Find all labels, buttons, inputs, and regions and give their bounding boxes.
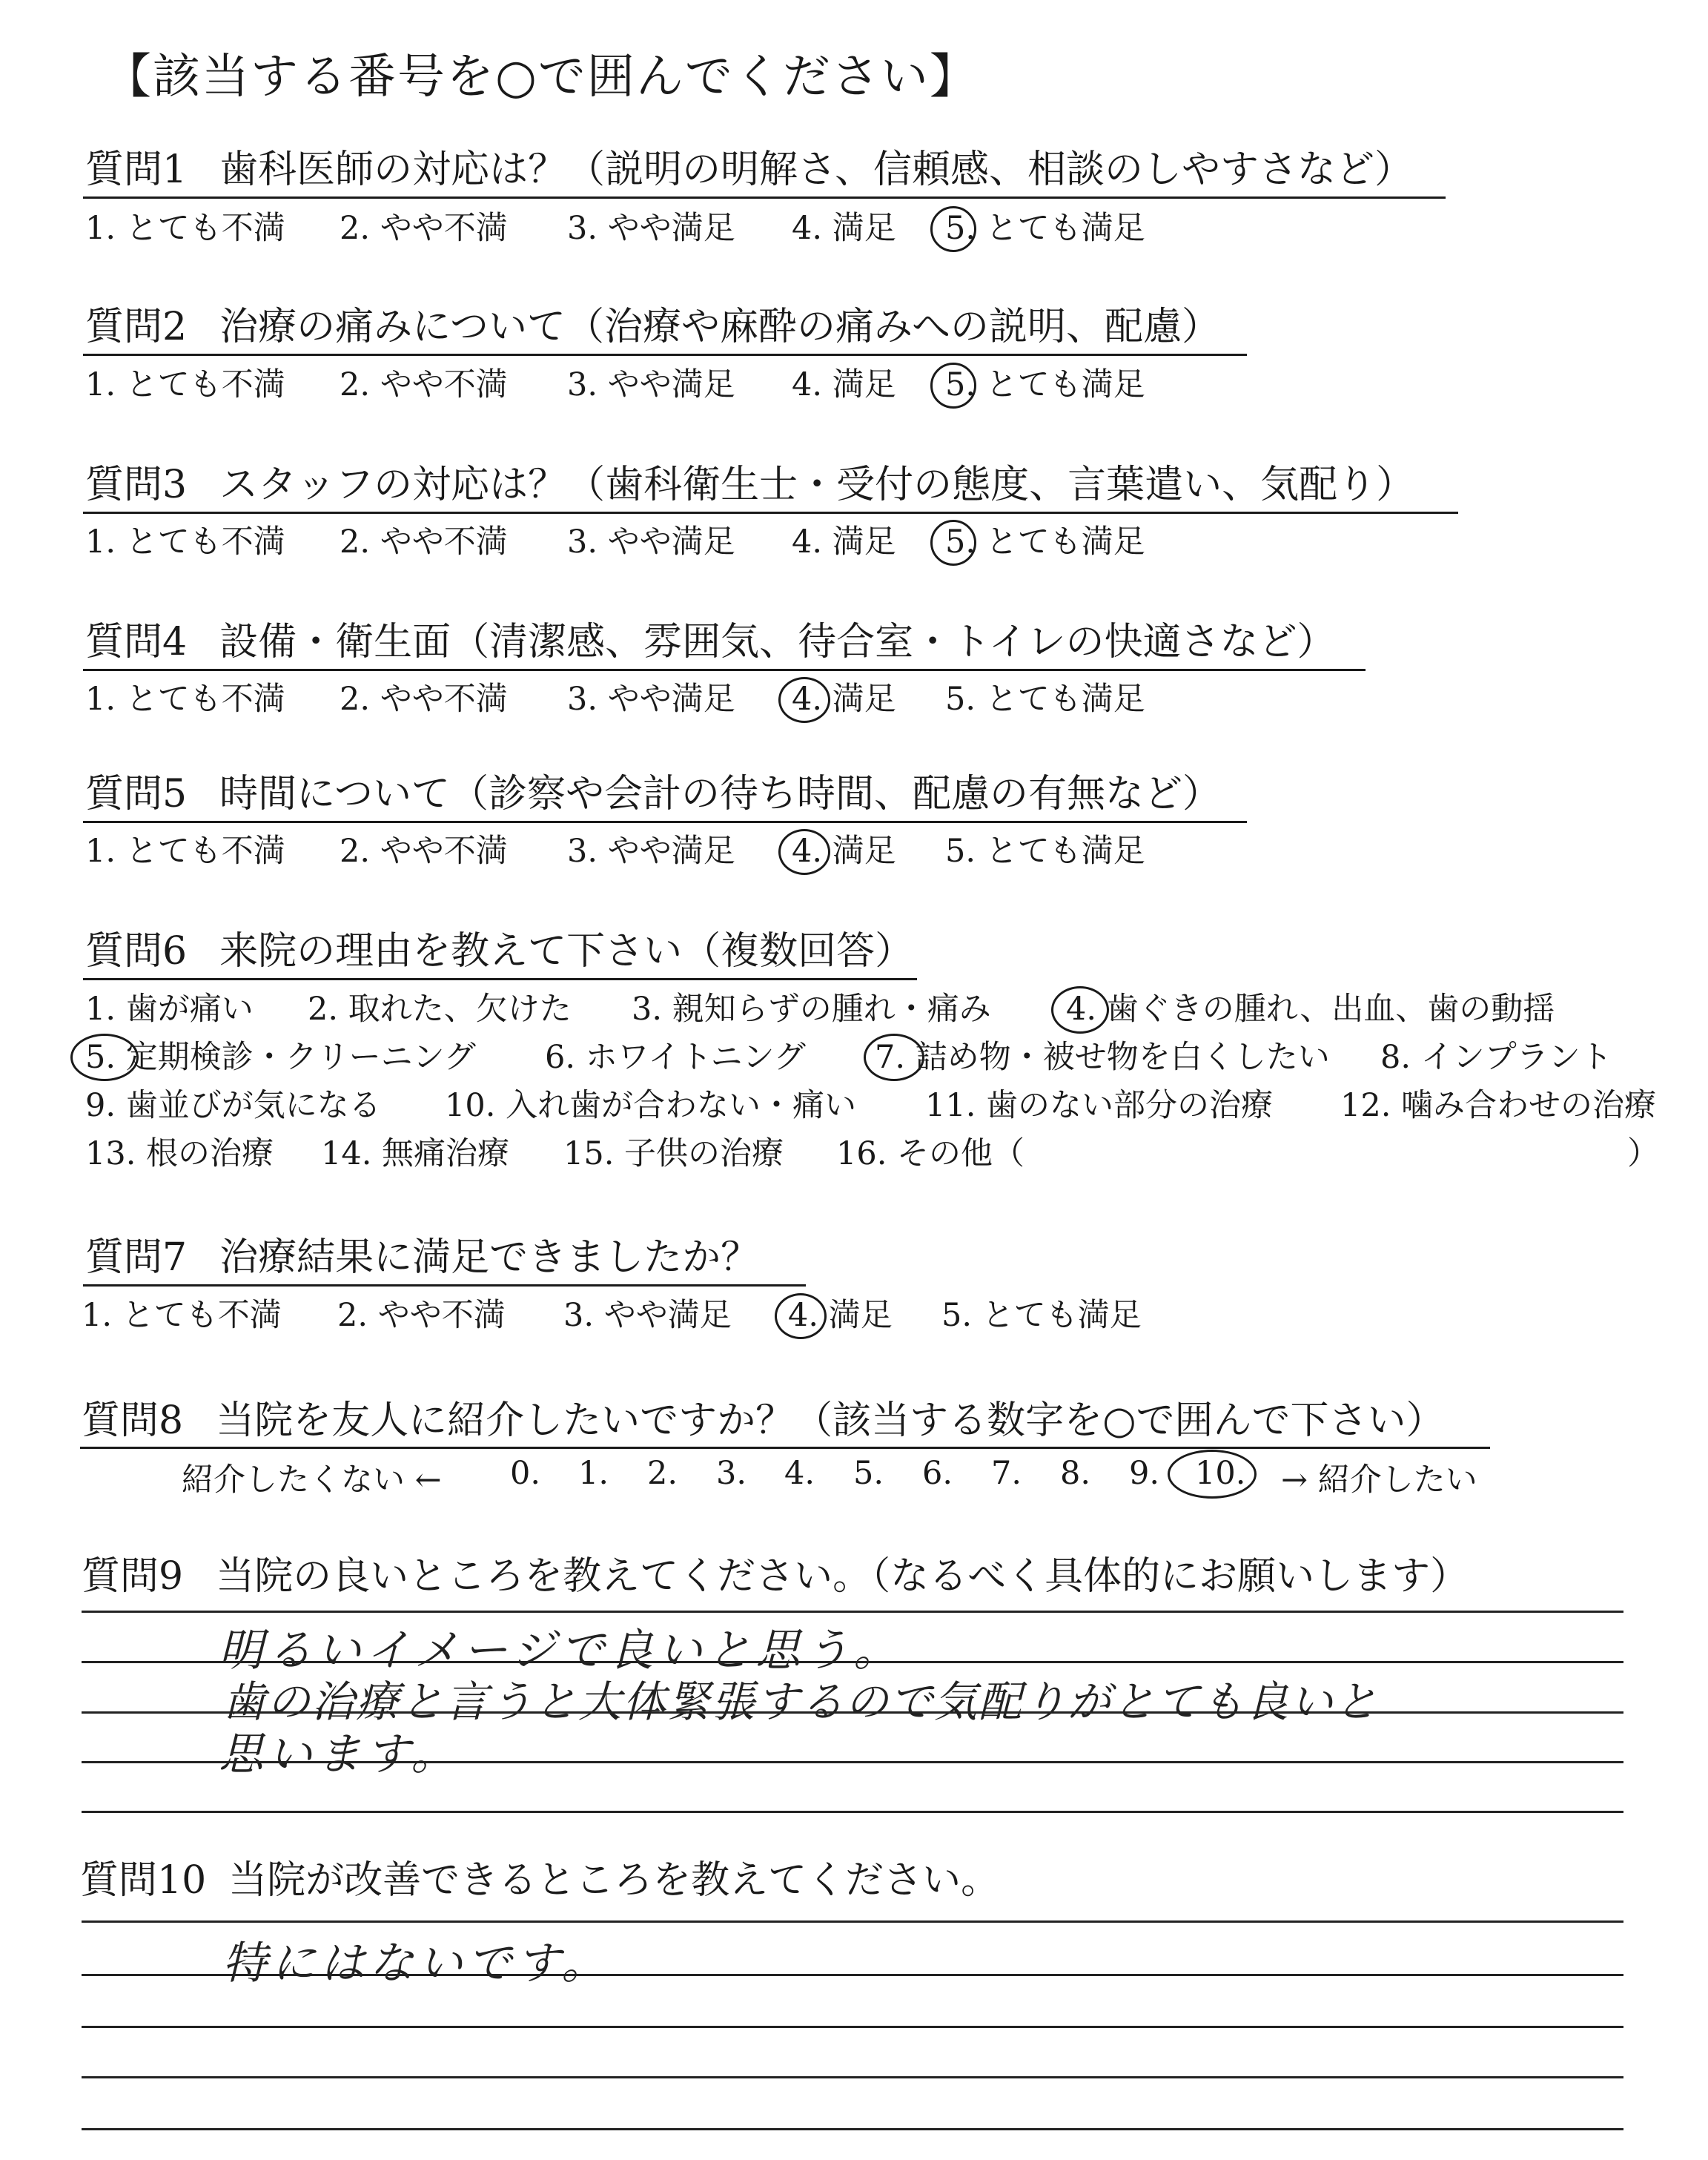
question-2-number: 質問2 xyxy=(85,305,188,349)
q3-option-4[interactable]: 4. 満足 xyxy=(792,524,896,561)
question-5 xyxy=(85,771,1221,817)
question-10-text: 当院が改善できるところを教えてください。 xyxy=(228,1858,1000,1903)
q1-option-5[interactable]: 5. とても満足 xyxy=(945,210,1145,247)
q8-selection-circle xyxy=(1168,1450,1257,1499)
q6-selection-circle-5 xyxy=(70,1034,139,1081)
q8-scale-9[interactable]: 9. xyxy=(1129,1455,1160,1492)
q5-selection-circle xyxy=(778,829,830,875)
question-1-underline xyxy=(83,196,1446,199)
question-7-underline xyxy=(83,1284,806,1287)
q3-selection-circle xyxy=(930,520,976,566)
question-8-text: 当院を友人に紹介したいですか？（該当する数字を○で囲んで下さい） xyxy=(216,1398,1445,1443)
q8-scale-3[interactable]: 3. xyxy=(716,1455,747,1492)
q8-scale-10[interactable]: 10. xyxy=(1195,1455,1246,1492)
question-2-text: 治療の痛みについて（治療や麻酔の痛みへの説明、配慮） xyxy=(219,305,1221,349)
q6-option-6[interactable]: 6. ホワイトニング xyxy=(545,1039,806,1076)
q6-selection-circle-7 xyxy=(864,1034,924,1081)
q5-option-5[interactable]: 5. とても満足 xyxy=(945,833,1145,870)
q1-option-3[interactable]: 3. やや満足 xyxy=(567,210,735,247)
q6-option-16[interactable]: 16. その他（ xyxy=(836,1135,1025,1172)
question-3-underline xyxy=(83,512,1458,514)
q6-option-8[interactable]: 8. インプラント xyxy=(1380,1039,1612,1076)
q6-option-4[interactable]: 4. 歯ぐきの腫れ、出血、歯の動揺 xyxy=(1066,991,1555,1028)
q1-selection-circle xyxy=(930,206,976,252)
q6-option-1[interactable]: 1. 歯が痛い xyxy=(85,991,254,1028)
q6-option-5[interactable]: 5. 定期検診・クリーニング xyxy=(85,1039,476,1076)
q1-option-1[interactable]: 1. とても不満 xyxy=(85,210,285,247)
q5-option-3[interactable]: 3. やや満足 xyxy=(567,833,735,870)
question-4-number: 質問4 xyxy=(85,620,188,664)
q10-line-3 xyxy=(82,2026,1623,2028)
q7-selection-circle xyxy=(775,1293,827,1339)
q6-option-10[interactable]: 10. 入れ歯が合わない・痛い xyxy=(445,1087,857,1124)
q7-option-4[interactable]: 4. 満足 xyxy=(788,1297,893,1334)
question-9-number: 質問9 xyxy=(82,1554,184,1599)
q4-option-4[interactable]: 4. 満足 xyxy=(792,681,896,718)
q6-option-3[interactable]: 3. 親知らずの腫れ・痛み xyxy=(632,991,991,1028)
q8-scale-2[interactable]: 2. xyxy=(647,1455,678,1492)
q6-option-15[interactable]: 15. 子供の治療 xyxy=(563,1135,784,1172)
question-5-underline xyxy=(83,821,1247,823)
q7-option-2[interactable]: 2. やや不満 xyxy=(337,1297,506,1334)
q8-scale-7[interactable]: 7. xyxy=(991,1455,1022,1492)
q9-line-5 xyxy=(82,1811,1623,1813)
q4-option-5[interactable]: 5. とても満足 xyxy=(945,681,1145,718)
q6-selection-circle-4 xyxy=(1051,986,1109,1034)
question-6-underline xyxy=(83,978,917,980)
q8-scale-8[interactable]: 8. xyxy=(1060,1455,1091,1492)
question-1-text: 歯科医師の対応は？（説明の明解さ、信頼感、相談のしやすさなど） xyxy=(219,148,1414,192)
q2-option-5[interactable]: 5. とても満足 xyxy=(945,366,1145,403)
q5-option-2[interactable]: 2. やや不満 xyxy=(340,833,508,870)
q8-scale-6[interactable]: 6. xyxy=(922,1455,953,1492)
q3-option-2[interactable]: 2. やや不満 xyxy=(340,524,508,561)
q4-option-2[interactable]: 2. やや不満 xyxy=(340,681,508,718)
question-1-number: 質問1 xyxy=(85,148,188,192)
question-9 xyxy=(82,1553,1469,1599)
question-3 xyxy=(85,462,1414,508)
question-6-text: 来院の理由を教えて下さい（複数回答） xyxy=(219,929,914,974)
question-2-underline xyxy=(83,354,1247,356)
question-3-text: スタッフの対応は？（歯科衛生士・受付の態度、言葉遣い、気配り） xyxy=(219,463,1415,507)
q7-option-5[interactable]: 5. とても満足 xyxy=(941,1297,1142,1334)
q5-option-4[interactable]: 4. 満足 xyxy=(792,833,896,870)
q8-scale-5[interactable]: 5. xyxy=(853,1455,884,1492)
q8-scale-0[interactable]: 0. xyxy=(510,1455,541,1492)
page-title: 【該当する番号を○で囲んでください】 xyxy=(104,50,979,105)
q10-line-1 xyxy=(82,1920,1623,1923)
question-8 xyxy=(82,1398,1444,1444)
question-8-number: 質問8 xyxy=(82,1398,184,1443)
q6-option-11[interactable]: 11. 歯のない部分の治療 xyxy=(925,1087,1274,1124)
q1-option-4[interactable]: 4. 満足 xyxy=(792,210,896,247)
question-7 xyxy=(85,1235,759,1281)
question-4-text: 設備・衛生面（清潔感、雰囲気、待合室・トイレの快適さなど） xyxy=(219,620,1336,664)
q4-option-3[interactable]: 3. やや満足 xyxy=(567,681,735,718)
q6-option-13[interactable]: 13. 根の治療 xyxy=(85,1135,274,1172)
question-10-number: 質問10 xyxy=(80,1858,207,1903)
q6-option-14[interactable]: 14. 無痛治療 xyxy=(321,1135,510,1172)
q2-option-3[interactable]: 3. やや満足 xyxy=(567,366,735,403)
q1-option-2[interactable]: 2. やや不満 xyxy=(340,210,508,247)
q4-option-1[interactable]: 1. とても不満 xyxy=(85,681,285,718)
question-1 xyxy=(85,147,1413,193)
q6-option-9[interactable]: 9. 歯並びが気になる xyxy=(85,1087,381,1124)
question-6 xyxy=(85,928,913,974)
q6-other-close-paren: ） xyxy=(1627,1135,1659,1172)
question-4-underline xyxy=(83,669,1366,671)
question-5-number: 質問5 xyxy=(85,772,188,816)
q6-option-12[interactable]: 12. 噛み合わせの治療 xyxy=(1340,1087,1657,1124)
question-7-number: 質問7 xyxy=(85,1235,188,1280)
question-8-underline xyxy=(80,1447,1490,1449)
q2-selection-circle xyxy=(930,363,976,409)
question-3-number: 質問3 xyxy=(85,463,188,507)
q4-selection-circle xyxy=(778,677,830,723)
q9-answer-line-1: 明るいイメージで良いと思う。 xyxy=(219,1625,903,1677)
question-4 xyxy=(85,619,1336,665)
q7-option-3[interactable]: 3. やや満足 xyxy=(563,1297,732,1334)
q9-line-1 xyxy=(82,1611,1623,1613)
q10-answer-line-1: 特にはないです。 xyxy=(222,1938,611,1989)
q8-scale-4[interactable]: 4. xyxy=(784,1455,815,1492)
question-7-text: 治療結果に満足できましたか？ xyxy=(219,1235,760,1280)
q9-answer-line-3: 思います。 xyxy=(219,1728,460,1780)
q2-option-4[interactable]: 4. 満足 xyxy=(792,366,896,403)
question-2 xyxy=(85,304,1220,350)
q3-option-1[interactable]: 1. とても不満 xyxy=(85,524,285,561)
q6-option-7[interactable]: 7. 詰め物・被せ物を白くしたい xyxy=(875,1039,1330,1076)
q8-left-label: 紹介したくない ← xyxy=(182,1462,442,1499)
question-9-text: 当院の良いところを教えてください。（なるべく具体的にお願いします） xyxy=(216,1554,1469,1599)
q2-option-1[interactable]: 1. とても不満 xyxy=(85,366,285,403)
q5-option-1[interactable]: 1. とても不満 xyxy=(85,833,285,870)
q10-line-4 xyxy=(82,2076,1623,2078)
q9-answer-line-2: 歯の治療と言うと大体緊張するので気配りがとても良いと xyxy=(222,1677,1380,1727)
q8-scale-1[interactable]: 1. xyxy=(578,1455,609,1492)
question-10 xyxy=(80,1857,999,1903)
q10-line-5 xyxy=(82,2128,1623,2130)
q3-option-3[interactable]: 3. やや満足 xyxy=(567,524,735,561)
question-6-number: 質問6 xyxy=(85,929,188,974)
q8-right-label: → 紹介したい xyxy=(1281,1462,1477,1499)
q3-option-5[interactable]: 5. とても満足 xyxy=(945,524,1145,561)
q7-option-1[interactable]: 1. とても不満 xyxy=(82,1297,282,1334)
q6-option-2[interactable]: 2. 取れた、欠けた xyxy=(308,991,572,1028)
question-5-text: 時間について（診察や会計の待ち時間、配慮の有無など） xyxy=(219,772,1222,816)
q2-option-2[interactable]: 2. やや不満 xyxy=(340,366,508,403)
